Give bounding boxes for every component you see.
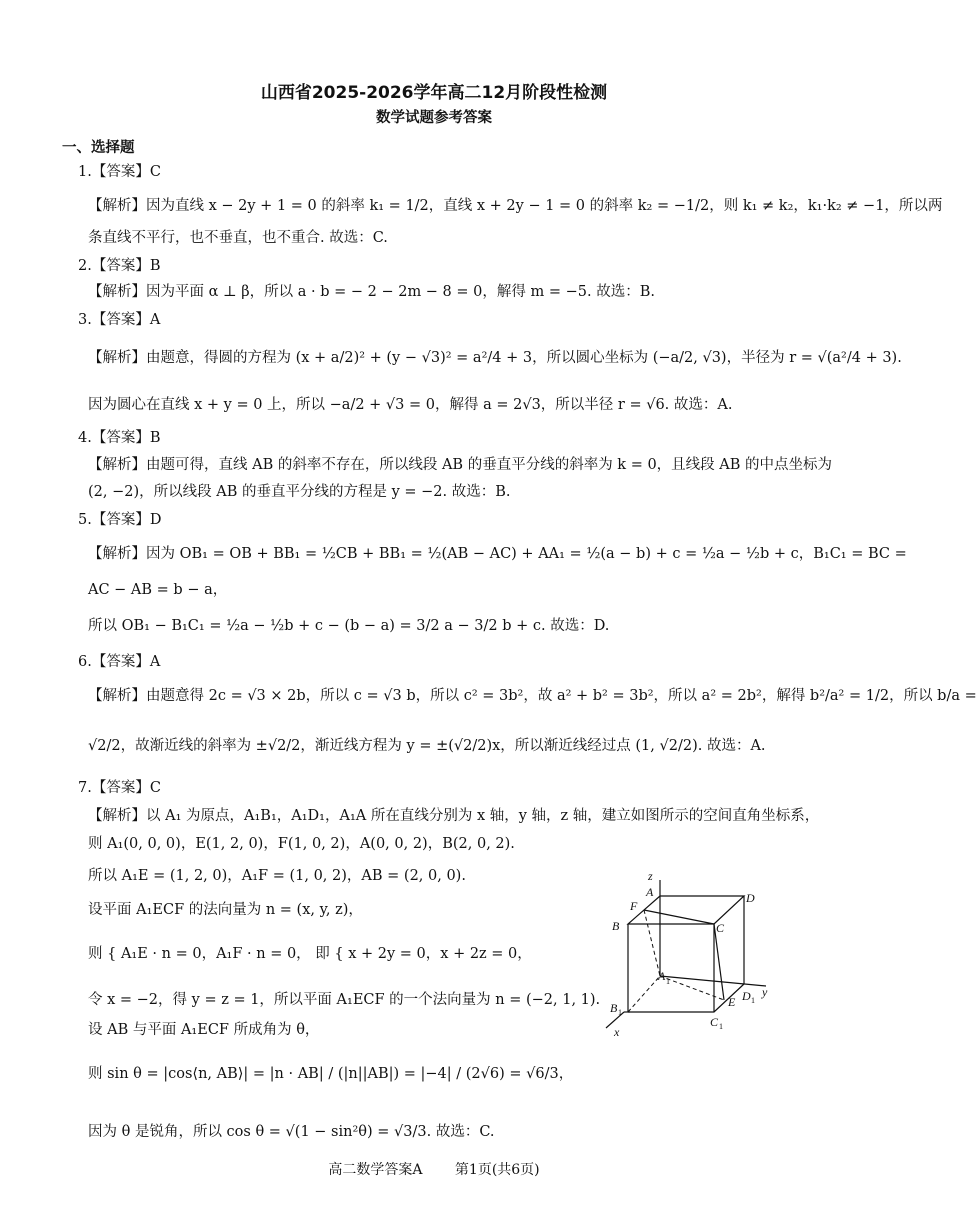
q7-sin: 则 sin θ = |cos⟨n, AB⟩| = |n · AB| / (|n||AB|) = |−4| / (2√6) = √6/3， xyxy=(88,1066,574,1082)
y-axis xyxy=(660,976,766,986)
q5-analysis: 【解析】因为 OB₁ = OB + BB₁ = ½CB + BB₁ = ½(AB − AC) + AA₁ = ½(a − b) + c = ½a − ½b + c，B₁C₁ = BC = xyxy=(88,546,907,562)
q6-answer: 6.【答案】A xyxy=(78,654,161,670)
page-subtitle: 数学试题参考答案 xyxy=(376,110,492,126)
q7-system: 则 { A₁E · n = 0，A₁F · n = 0， 即 { x + 2y = 0，x + 2z = 0， xyxy=(88,946,532,962)
q4-analysis-cont: (2, −2)，所以线段 AB 的垂直平分线的方程是 y = −2. 故选：B. xyxy=(88,484,511,500)
label-F: F xyxy=(630,899,638,913)
q6-analysis-cont: √2/2，故渐近线的斜率为 ±√2/2，渐近线方程为 y = ±(√2/2)x，所以渐近线经过点 (1, √2/2). 故选：A. xyxy=(88,738,766,754)
label-D: D xyxy=(746,891,755,905)
segment-CE xyxy=(714,924,724,1000)
q4-analysis: 【解析】由题可得，直线 AB 的斜率不存在，所以线段 AB 的垂直平分线的斜率为 k = 0，且线段 AB 的中点坐标为 xyxy=(88,457,833,473)
q7-normal-setup: 设平面 A₁ECF 的法向量为 n = (x, y, z)， xyxy=(88,902,363,918)
q5-analysis-cont: AC − AB = b − a， xyxy=(88,582,228,598)
q7-coords: 则 A₁(0, 0, 0)，E(1, 2, 0)，F(1, 0, 2)，A(0, 0, 2)，B(2, 0, 2). xyxy=(88,836,515,852)
cube-figure xyxy=(596,869,776,1042)
q4-answer: 4.【答案】B xyxy=(78,430,161,446)
label-x: x xyxy=(614,1025,620,1039)
page-title: 山西省2025-2026学年高二12月阶段性检测 xyxy=(260,83,608,103)
q5-analysis-cont2: 所以 OB₁ − B₁C₁ = ½a − ½b + c − (b − a) = 3/2 a − 3/2 b + c. 故选：D. xyxy=(88,618,610,634)
bottom-face xyxy=(628,984,744,1012)
label-D1: D xyxy=(742,989,751,1003)
label-A1-sub: 1 xyxy=(666,977,670,986)
q6-analysis: 【解析】由题意得 2c = √3 × 2b，所以 c = √3 b，所以 c² = 3b²，故 a² + b² = 3b²，所以 a² = 2b²，解得 b²/a² = 1/2，所以 b/a = xyxy=(88,688,977,704)
footer-page-number: 第1页(共6页) xyxy=(454,1162,540,1178)
label-y: y xyxy=(762,985,768,999)
label-B1-sub: 1 xyxy=(618,1008,622,1017)
label-C1: C xyxy=(710,1015,719,1029)
q3-analysis: 【解析】由题意，得圆的方程为 (x + a/2)² + (y − √3)² = a²/4 + 3，所以圆心坐标为 (−a/2, √3)，半径为 r = √(a²/4 + 3). xyxy=(88,350,902,366)
label-B: B xyxy=(612,919,620,933)
page-footer xyxy=(0,1159,868,1179)
q7-angle-setup: 设 AB 与平面 A₁ECF 所成角为 θ， xyxy=(88,1022,320,1038)
footer-doc-name: 高二数学答案A xyxy=(328,1162,423,1178)
hidden-FA1 xyxy=(644,910,660,976)
q1-analysis: 【解析】因为直线 x − 2y + 1 = 0 的斜率 k₁ = 1/2，直线 x + 2y − 1 = 0 的斜率 k₂ = −1/2，则 k₁ ≠ k₂，k₁·k₂ ≠ −1，所以两 xyxy=(88,198,943,214)
q7-cos: 因为 θ 是锐角，所以 cos θ = √(1 − sin²θ) = √3/3. 故选：C. xyxy=(88,1124,495,1140)
q5-answer: 5.【答案】D xyxy=(78,512,162,528)
q7-answer: 7.【答案】C xyxy=(78,780,161,796)
q1-answer: 1.【答案】C xyxy=(78,164,161,180)
q7-normal-vector: 令 x = −2，得 y = z = 1，所以平面 A₁ECF 的一个法向量为 n = (−2, 1, 1). xyxy=(88,992,601,1008)
label-C1-sub: 1 xyxy=(719,1022,723,1031)
label-C: C xyxy=(716,921,725,935)
section-heading: 一、选择题 xyxy=(62,140,135,156)
label-A1: A xyxy=(658,969,666,983)
label-D1-sub: 1 xyxy=(751,996,755,1005)
q7-vectors: 所以 A₁E = (1, 2, 0)，A₁F = (1, 0, 2)，AB = (2, 0, 0). xyxy=(88,868,466,884)
q2-analysis: 【解析】因为平面 α ⊥ β，所以 a · b = − 2 − 2m − 8 = 0，解得 m = −5. 故选：B. xyxy=(88,284,655,300)
q2-answer: 2.【答案】B xyxy=(78,258,161,274)
segment-FC xyxy=(644,910,714,924)
label-E: E xyxy=(728,995,736,1009)
q3-answer: 3.【答案】A xyxy=(78,312,161,328)
q7-analysis: 【解析】以 A₁ 为原点，A₁B₁，A₁D₁，A₁A 所在直线分别为 x 轴，y 轴，z 轴，建立如图所示的空间直角坐标系， xyxy=(88,808,820,824)
q3-analysis-cont: 因为圆心在直线 x + y = 0 上，所以 −a/2 + √3 = 0，解得 a = 2√3，所以半径 r = √6. 故选：A. xyxy=(88,397,733,413)
label-z: z xyxy=(648,869,653,883)
label-A: A xyxy=(646,885,654,899)
hidden-B1A1 xyxy=(628,976,660,1012)
label-B1: B xyxy=(610,1001,618,1015)
q1-analysis-cont: 条直线不平行，也不垂直，也不重合. 故选：C. xyxy=(88,230,388,246)
